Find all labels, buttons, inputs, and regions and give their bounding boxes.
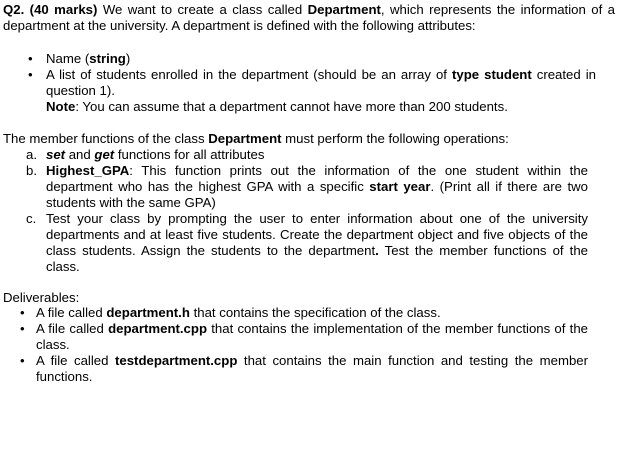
- deliv-text: A file called: [36, 305, 107, 320]
- list-item: [26, 67, 596, 99]
- bullet-icon: •: [28, 67, 33, 82]
- list-item-note: [26, 99, 596, 115]
- deliv-text: A file called: [36, 353, 115, 368]
- and-text: and: [65, 147, 95, 162]
- deliverables-list: [20, 305, 588, 385]
- bullet-icon: •: [20, 321, 25, 336]
- deliv-text-end: that contains the main function and testing the member functions.: [36, 353, 588, 384]
- file-name: department.cpp: [108, 321, 207, 336]
- ops-text: The member functions of the class: [3, 131, 209, 146]
- question-label: Q2. (40 marks): [3, 2, 98, 17]
- attr-text-end: created in question 1).: [46, 67, 596, 98]
- list-item: [26, 211, 588, 275]
- bold-dot: .: [375, 243, 379, 258]
- start-year: start year: [369, 179, 431, 194]
- function-name: Highest_GPA: [46, 163, 130, 178]
- op-text: functions for all attributes: [114, 147, 265, 162]
- note-text: : You can assume that a department cannot have more than 200 students.: [75, 99, 508, 114]
- file-name: department.h: [106, 305, 190, 320]
- op-text-end: Test the member functions of the class.: [46, 243, 588, 274]
- op-text: : This function prints out the information of the one student within the department who has the highest GPA with a specific: [46, 163, 588, 194]
- list-item: [20, 353, 588, 385]
- note-label: Note: [46, 99, 76, 114]
- list-item: [26, 163, 588, 211]
- op-text-end: . (Print all if there are two students with the same GPA): [46, 179, 588, 210]
- intro-text: We want to create a class called: [97, 2, 308, 17]
- question-intro: [3, 2, 615, 34]
- deliv-text-end: that contains the implementation of the member functions of the class.: [36, 321, 588, 352]
- intro-text-cont: , which represents the information of a department at the university. A department is defined with the following attributes:: [3, 2, 615, 33]
- list-marker: a.: [26, 147, 37, 162]
- list-marker: c.: [26, 211, 37, 226]
- list-item: [26, 147, 588, 163]
- bullet-icon: •: [20, 353, 25, 368]
- class-name: Department: [307, 2, 381, 17]
- attr-type: string: [89, 51, 126, 66]
- deliverables-heading: Deliverables:: [3, 290, 80, 305]
- operations-intro: [3, 131, 615, 147]
- attr-type: type student: [451, 67, 532, 82]
- list-item: [20, 305, 588, 321]
- deliv-text: A file called: [36, 321, 109, 336]
- attr-text-end: ): [125, 51, 131, 66]
- list-item: [20, 321, 588, 353]
- bullet-icon: •: [28, 51, 33, 66]
- file-name: testdepartment.cpp: [115, 353, 238, 368]
- attr-text: A list of students enrolled in the department (should be an array of: [46, 67, 452, 82]
- attribute-list: [26, 51, 596, 115]
- op-text: Test your class by prompting the user to enter information about one of the university departments and at least five students. Create the department object and five objects of the class students. Assign the students to the department: [46, 211, 588, 258]
- list-item: [26, 51, 596, 67]
- attr-text: Name (: [46, 51, 90, 66]
- operations-list: [26, 147, 588, 275]
- list-marker: b.: [26, 163, 37, 178]
- ops-text-end: must perform the following operations:: [281, 131, 509, 146]
- get-keyword: get: [94, 147, 115, 162]
- ops-class-name: Department: [208, 131, 282, 146]
- bullet-icon: •: [20, 305, 25, 320]
- deliv-text-end: that contains the specification of the class.: [189, 305, 441, 320]
- set-keyword: set: [46, 147, 66, 162]
